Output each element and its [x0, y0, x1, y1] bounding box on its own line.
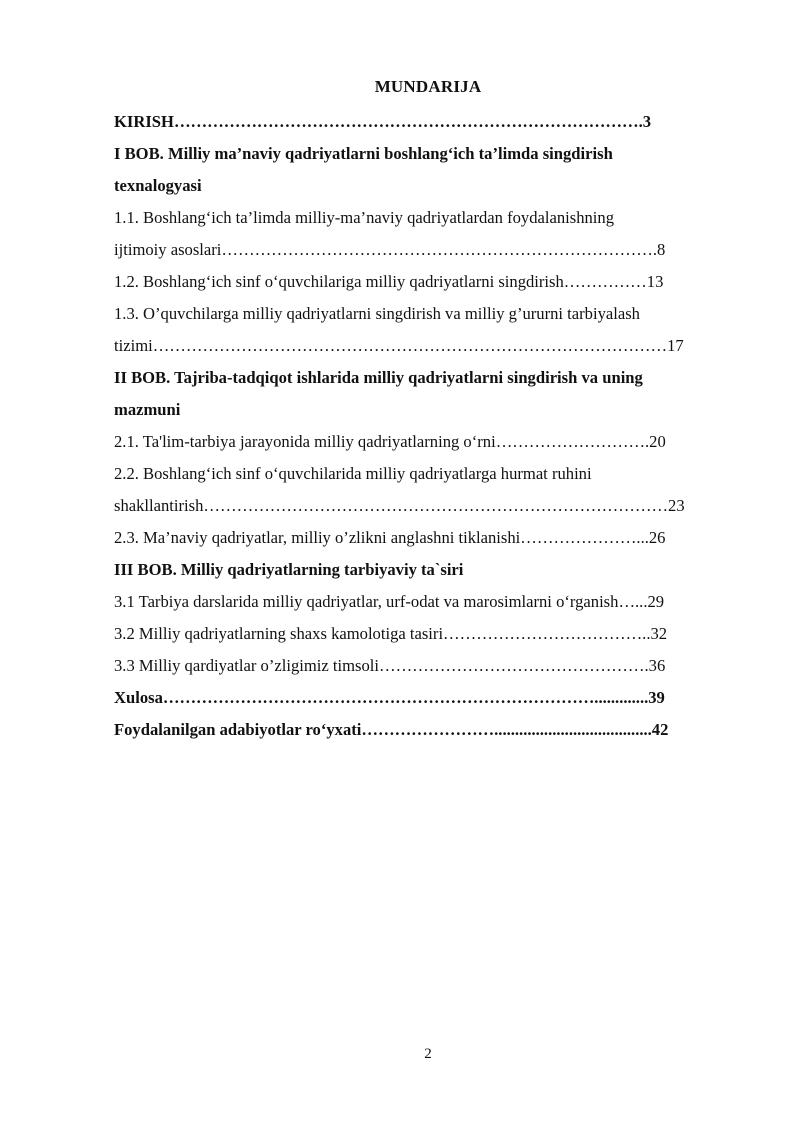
toc-entry-bibliography: Foydalanilgan adabiyotlar ro‘yxati……………………......................................42 [114, 720, 669, 739]
toc-entry-1-1: 1.1. Boshlang‘ich ta’limda milliy-ma’naviy qadriyatlardan foydalanishning [114, 208, 614, 227]
toc-chapter-1-title-cont: texnalogyasi [114, 176, 202, 195]
toc-entry-2-2: 2.2. Boshlang‘ich sinf o‘quvchilarida milliy qadriyatlarga hurmat ruhini [114, 464, 592, 483]
page-number: 2 [424, 1046, 432, 1062]
toc-chapter-1-title: I BOB. Milliy ma’naviy qadriyatlarni boshlang‘ich ta’limda singdirish [114, 144, 613, 163]
table-of-contents [114, 106, 740, 746]
toc-entry-3-3: 3.3 Milliy qardiyatlar o’zligimiz timsoli………………………………………….36 [114, 656, 666, 675]
toc-chapter-2-title: II BOB. Tajriba-tadqiqot ishlarida milliy qadriyatlarni singdirish va uning [114, 368, 643, 387]
toc-entry-2-1: 2.1. Ta'lim-tarbiya jarayonida milliy qadriyatlarning o‘rni……………………….20 [114, 432, 666, 451]
toc-entry-2-2-cont: shakllantirish…………………………………………………………………………23 [114, 496, 685, 515]
toc-heading: MUNDARIJA [374, 77, 482, 96]
toc-entry-2-3: 2.3. Ma’naviy qadriyatlar, milliy o’zlikni anglashni tiklanishi…………………...26 [114, 528, 666, 547]
toc-entry-1-3: 1.3. O’quvchilarga milliy qadriyatlarni singdirish va milliy g’ururni tarbiyalash [114, 304, 640, 323]
toc-entry-3-2: 3.2 Milliy qadriyatlarning shaxs kamolotiga tasiri………………………………..32 [114, 624, 668, 643]
toc-chapter-3-title: III BOB. Milliy qadriyatlarning tarbiyaviy ta`siri [114, 560, 464, 579]
toc-entry-3-1: 3.1 Tarbiya darslarida milliy qadriyatlar, urf-odat va marosimlarni o‘rganish…...29 [114, 592, 665, 611]
toc-entry-1-1-cont: ijtimoiy asoslari…………………………………………………………………….8 [114, 240, 666, 259]
toc-entry-kirish: KIRISH………………………………………………………………………….3 [114, 112, 652, 131]
toc-entry-xulosa: Xulosa…………………………………………………………………….............39 [114, 688, 665, 707]
toc-chapter-2-title-cont: mazmuni [114, 400, 181, 419]
toc-entry-1-2: 1.2. Boshlang‘ich sinf o‘quvchilariga milliy qadriyatlarni singdirish……………13 [114, 272, 664, 291]
toc-entry-1-3-cont: tizimi…………………………………………………………………………………17 [114, 336, 684, 355]
